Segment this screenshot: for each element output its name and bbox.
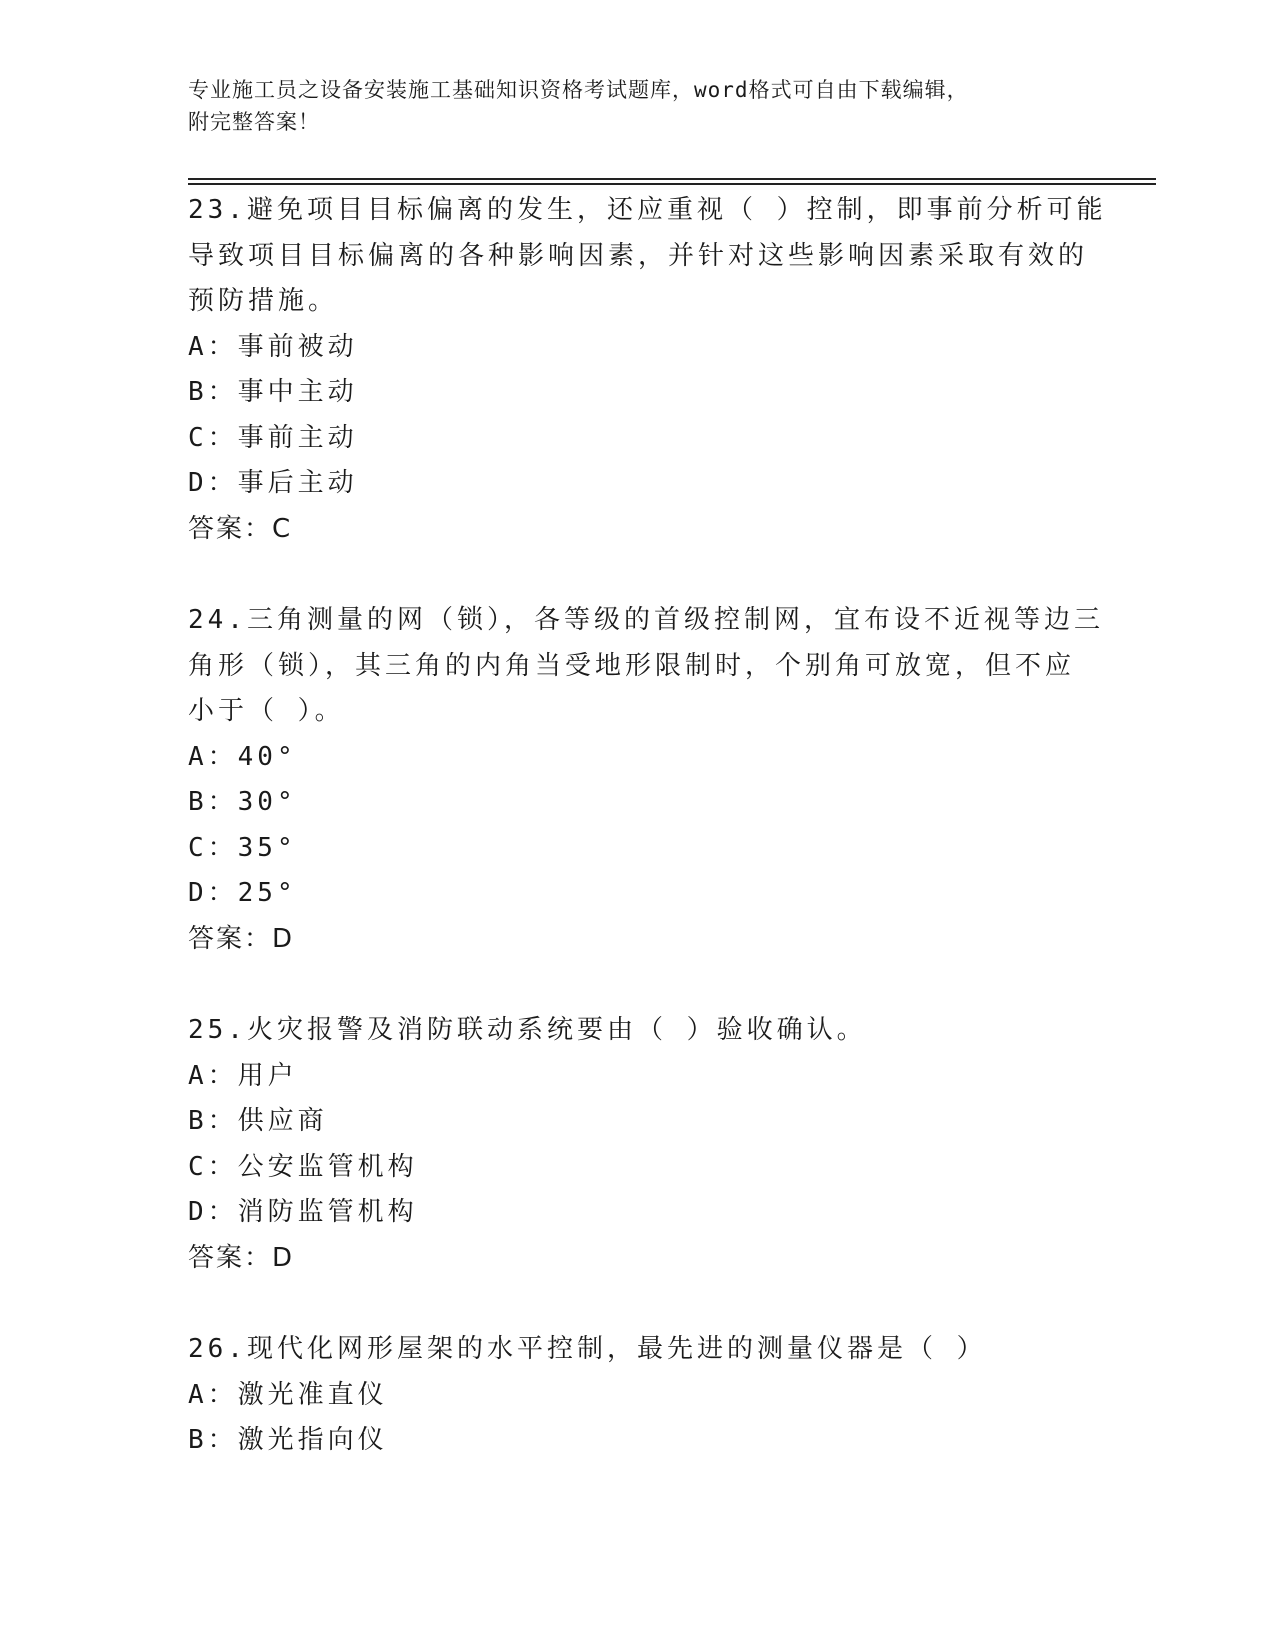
option-c: C：35°	[188, 832, 297, 863]
option-b: B：事中主动	[188, 377, 358, 407]
question-text-line: 角形（锁），其三角的内角当受地形限制时，个别角可放宽，但不应	[188, 650, 1076, 681]
option-d: D：25°	[188, 878, 297, 908]
question-text-line: 23.避免项目目标偏离的发生，还应重视（ ）控制，即事前分析可能	[188, 195, 1107, 225]
header-line-2: 附完整答案！	[188, 110, 320, 134]
question-24	[188, 598, 1104, 962]
document-header	[188, 74, 1088, 138]
option-a: A：激光准直仪	[188, 1379, 388, 1410]
question-list	[188, 188, 1107, 1464]
question-text-line: 26.现代化网形屋架的水平控制，最先进的测量仪器是（ ）	[188, 1334, 987, 1364]
question-text-line: 小于（ ）。	[188, 696, 345, 726]
answer-text: 答案：D	[188, 1242, 295, 1273]
option-a: A：40°	[188, 741, 297, 772]
header-divider-top	[188, 178, 1156, 180]
question-text-line: 25.火灾报警及消防联动系统要由（ ）验收确认。	[188, 1015, 867, 1045]
option-a: A：用户	[188, 1060, 298, 1091]
option-d: D：消防监管机构	[188, 1197, 418, 1227]
option-c: C：公安监管机构	[188, 1151, 418, 1182]
question-26	[188, 1327, 1088, 1464]
option-b: B：供应商	[188, 1106, 328, 1136]
option-d: D：事后主动	[188, 468, 358, 498]
option-b: B：激光指向仪	[188, 1425, 388, 1455]
header-divider-bottom	[188, 183, 1156, 185]
answer-text: 答案：C	[188, 513, 293, 544]
question-spacer	[188, 962, 1088, 1008]
question-text-line: 导致项目目标偏离的各种影响因素，并针对这些影响因素采取有效的	[188, 240, 1089, 271]
question-spacer	[188, 1281, 1088, 1327]
option-b: B：30°	[188, 787, 297, 817]
question-23	[188, 188, 1107, 552]
option-c: C：事前主动	[188, 422, 358, 453]
option-a: A：事前被动	[188, 331, 358, 362]
header-line-1: 专业施工员之设备安装施工基础知识资格考试题库，word格式可自由下载编辑，	[188, 78, 969, 102]
question-text-line: 24.三角测量的网（锁），各等级的首级控制网，宜布设不近视等边三	[188, 605, 1104, 635]
question-spacer	[188, 552, 1088, 598]
question-25	[188, 1008, 1088, 1281]
question-text-line: 预防措施。	[188, 286, 339, 316]
answer-text: 答案：D	[188, 923, 295, 954]
